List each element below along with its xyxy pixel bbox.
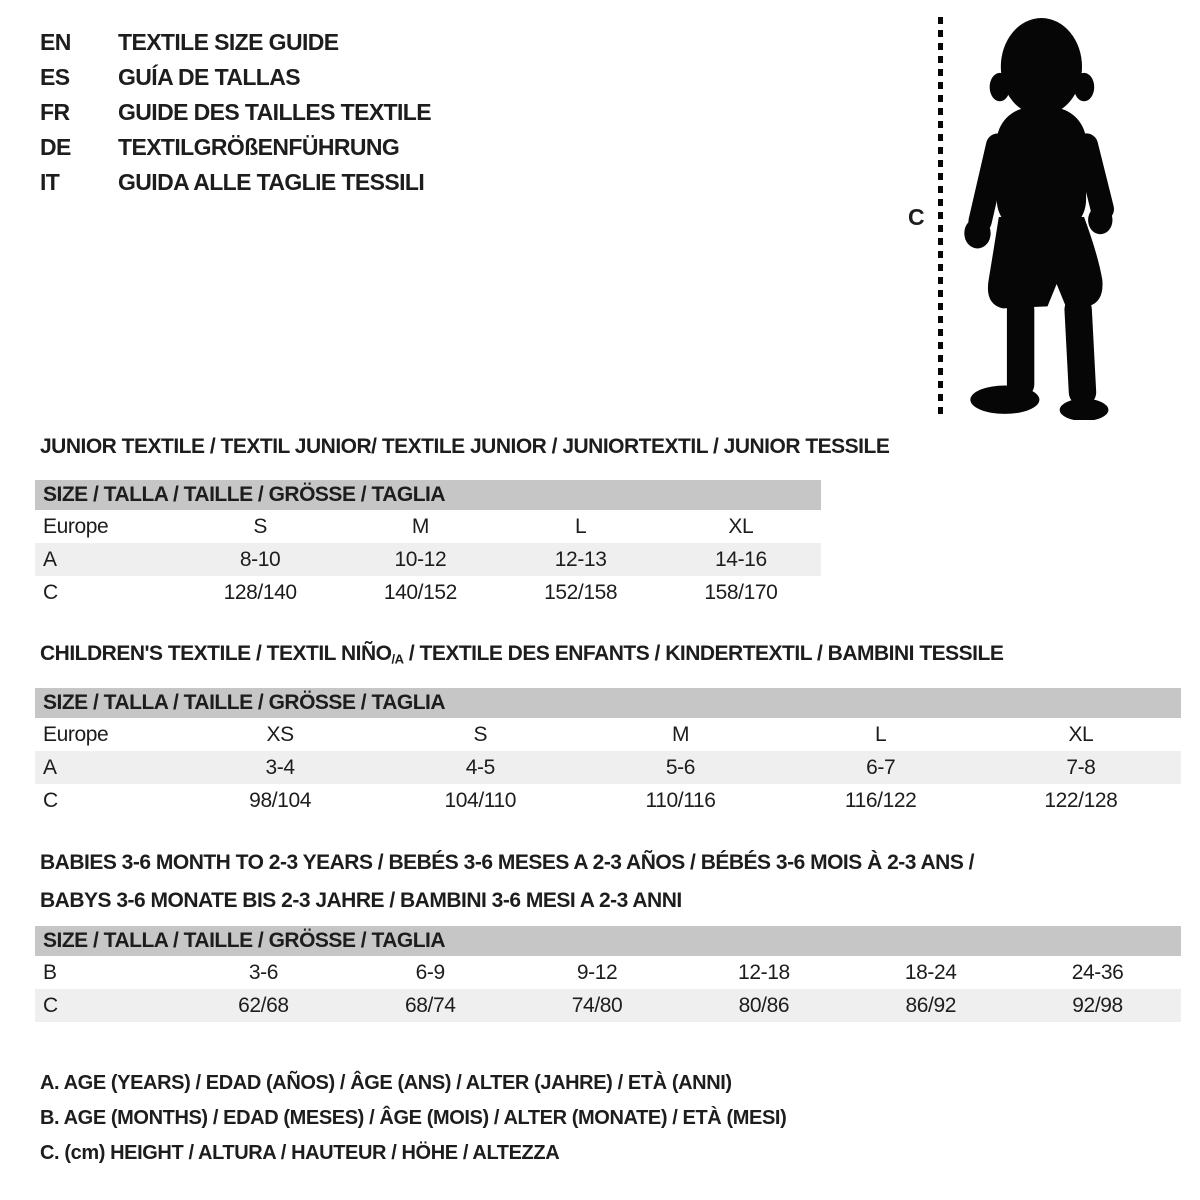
size-cell: M xyxy=(411,514,429,538)
lang-title-es: GUÍA DE TALLAS xyxy=(118,64,300,90)
junior-size-band: SIZE / TALLA / TAILLE / GRÖSSE / TAGLIA xyxy=(35,480,821,510)
lang-code-de: DE xyxy=(40,134,71,160)
size-cell: 140/152 xyxy=(383,580,457,604)
table-row xyxy=(35,956,1181,989)
size-cell: 116/122 xyxy=(844,788,917,812)
toddler-silhouette-icon xyxy=(956,14,1138,420)
size-cell: 18-24 xyxy=(904,960,957,984)
row-label-age: A xyxy=(43,755,57,779)
size-cell: 24-36 xyxy=(1071,960,1124,984)
table-row xyxy=(35,989,1181,1022)
size-cell: 128/140 xyxy=(223,580,297,604)
size-cell: XL xyxy=(1068,722,1094,746)
height-dashed-line xyxy=(938,17,943,417)
height-measure-label: C xyxy=(908,203,925,230)
size-cell: 12-13 xyxy=(554,547,607,571)
size-cell: 110/116 xyxy=(645,788,716,812)
lang-code-it: IT xyxy=(40,169,60,195)
size-cell: 7-8 xyxy=(1066,755,1096,779)
size-cell: 104/110 xyxy=(444,788,517,812)
size-cell: L xyxy=(574,514,587,538)
row-label-europe: Europe xyxy=(43,514,109,538)
size-cell: 92/98 xyxy=(1072,993,1123,1017)
table-row xyxy=(35,784,1181,817)
size-cell: 6-7 xyxy=(866,755,896,779)
size-cell: 12-18 xyxy=(738,960,790,984)
row-label-age: A xyxy=(43,547,57,571)
lang-code-es: ES xyxy=(40,64,70,90)
table-row xyxy=(35,543,821,576)
row-label-months: B xyxy=(43,960,57,984)
size-cell: 74/80 xyxy=(571,993,623,1017)
row-label-height: C xyxy=(43,580,58,604)
size-cell: 158/170 xyxy=(704,580,778,604)
size-cell: 98/104 xyxy=(249,788,312,812)
size-cell: XL xyxy=(728,514,754,538)
size-cell: 3-6 xyxy=(248,960,278,984)
children-heading-sub: /A xyxy=(391,651,404,667)
size-cell: 80/86 xyxy=(738,993,790,1017)
height-measure-figure xyxy=(908,14,1138,420)
junior-size-table xyxy=(35,480,821,609)
babies-heading-line2: BABYS 3-6 MONATE BIS 2-3 JAHRE / BAMBINI 3-6 MESI A 2-3 ANNI xyxy=(40,889,682,912)
size-cell: 8-10 xyxy=(239,547,281,571)
size-cell: 68/74 xyxy=(404,993,456,1017)
junior-section-heading: JUNIOR TEXTILE / TEXTIL JUNIOR/ TEXTILE JUNIOR / JUNIORTEXTIL / JUNIOR TESSILE xyxy=(40,435,890,458)
size-cell: M xyxy=(671,722,690,746)
size-cell: 3-4 xyxy=(265,755,295,779)
size-cell: 6-9 xyxy=(415,960,445,984)
footnote-age-years: A. AGE (YEARS) / EDAD (AÑOS) / ÂGE (ANS) / ALTER (JAHRE) / ETÀ (ANNI) xyxy=(40,1072,732,1094)
lang-title-fr: GUIDE DES TAILLES TEXTILE xyxy=(118,99,431,125)
children-size-table xyxy=(35,688,1181,817)
babies-size-table xyxy=(35,926,1181,1022)
table-row xyxy=(35,510,821,543)
footnotes xyxy=(40,1066,786,1171)
footnote-age-months: B. AGE (MONTHS) / EDAD (MESES) / ÂGE (MOIS) / ALTER (MONATE) / ETÀ (MESI) xyxy=(40,1107,787,1129)
size-cell: 122/128 xyxy=(1044,788,1118,812)
size-cell: S xyxy=(253,514,267,538)
size-cell: 62/68 xyxy=(238,993,289,1017)
babies-size-band: SIZE / TALLA / TAILLE / GRÖSSE / TAGLIA xyxy=(35,926,1181,956)
table-row xyxy=(35,718,1181,751)
lang-title-it: GUIDA ALLE TAGLIE TESSILI xyxy=(118,169,425,195)
lang-code-fr: FR xyxy=(40,99,70,125)
lang-code-en: EN xyxy=(40,29,71,55)
size-cell: XS xyxy=(266,722,294,746)
babies-section-heading xyxy=(40,844,974,920)
table-row xyxy=(35,751,1181,784)
row-label-europe: Europe xyxy=(43,722,109,746)
size-cell: S xyxy=(473,722,488,746)
children-heading-post: / TEXTILE DES ENFANTS / KINDERTEXTIL / BAMBINI TESSILE xyxy=(403,642,1004,665)
children-heading-pre: CHILDREN'S TEXTILE / TEXTIL NIÑO xyxy=(40,642,392,665)
language-title-list xyxy=(40,30,431,195)
babies-heading-line1: BABIES 3-6 MONTH TO 2-3 YEARS / BEBÉS 3-6 MESES A 2-3 AÑOS / BÉBÉS 3-6 MOIS À 2-3 ANS / xyxy=(40,851,975,874)
size-cell: 5-6 xyxy=(665,755,696,779)
size-cell: 4-5 xyxy=(465,755,495,779)
size-cell: 9-12 xyxy=(576,960,618,984)
children-size-band: SIZE / TALLA / TAILLE / GRÖSSE / TAGLIA xyxy=(35,688,1181,718)
size-cell: 86/92 xyxy=(905,993,957,1017)
size-cell: L xyxy=(875,722,887,746)
row-label-height: C xyxy=(43,993,58,1017)
row-label-height: C xyxy=(43,788,58,812)
size-cell: 10-12 xyxy=(394,547,447,571)
children-section-heading xyxy=(40,641,1003,673)
size-cell: 14-16 xyxy=(715,547,767,571)
footnote-height-cm: C. (cm) HEIGHT / ALTURA / HAUTEUR / HÖHE / ALTEZZA xyxy=(40,1142,560,1164)
lang-title-en: TEXTILE SIZE GUIDE xyxy=(118,29,339,55)
size-cell: 152/158 xyxy=(544,580,618,604)
table-row xyxy=(35,576,821,609)
lang-title-de: TEXTILGRÖßENFÜHRUNG xyxy=(118,134,400,160)
